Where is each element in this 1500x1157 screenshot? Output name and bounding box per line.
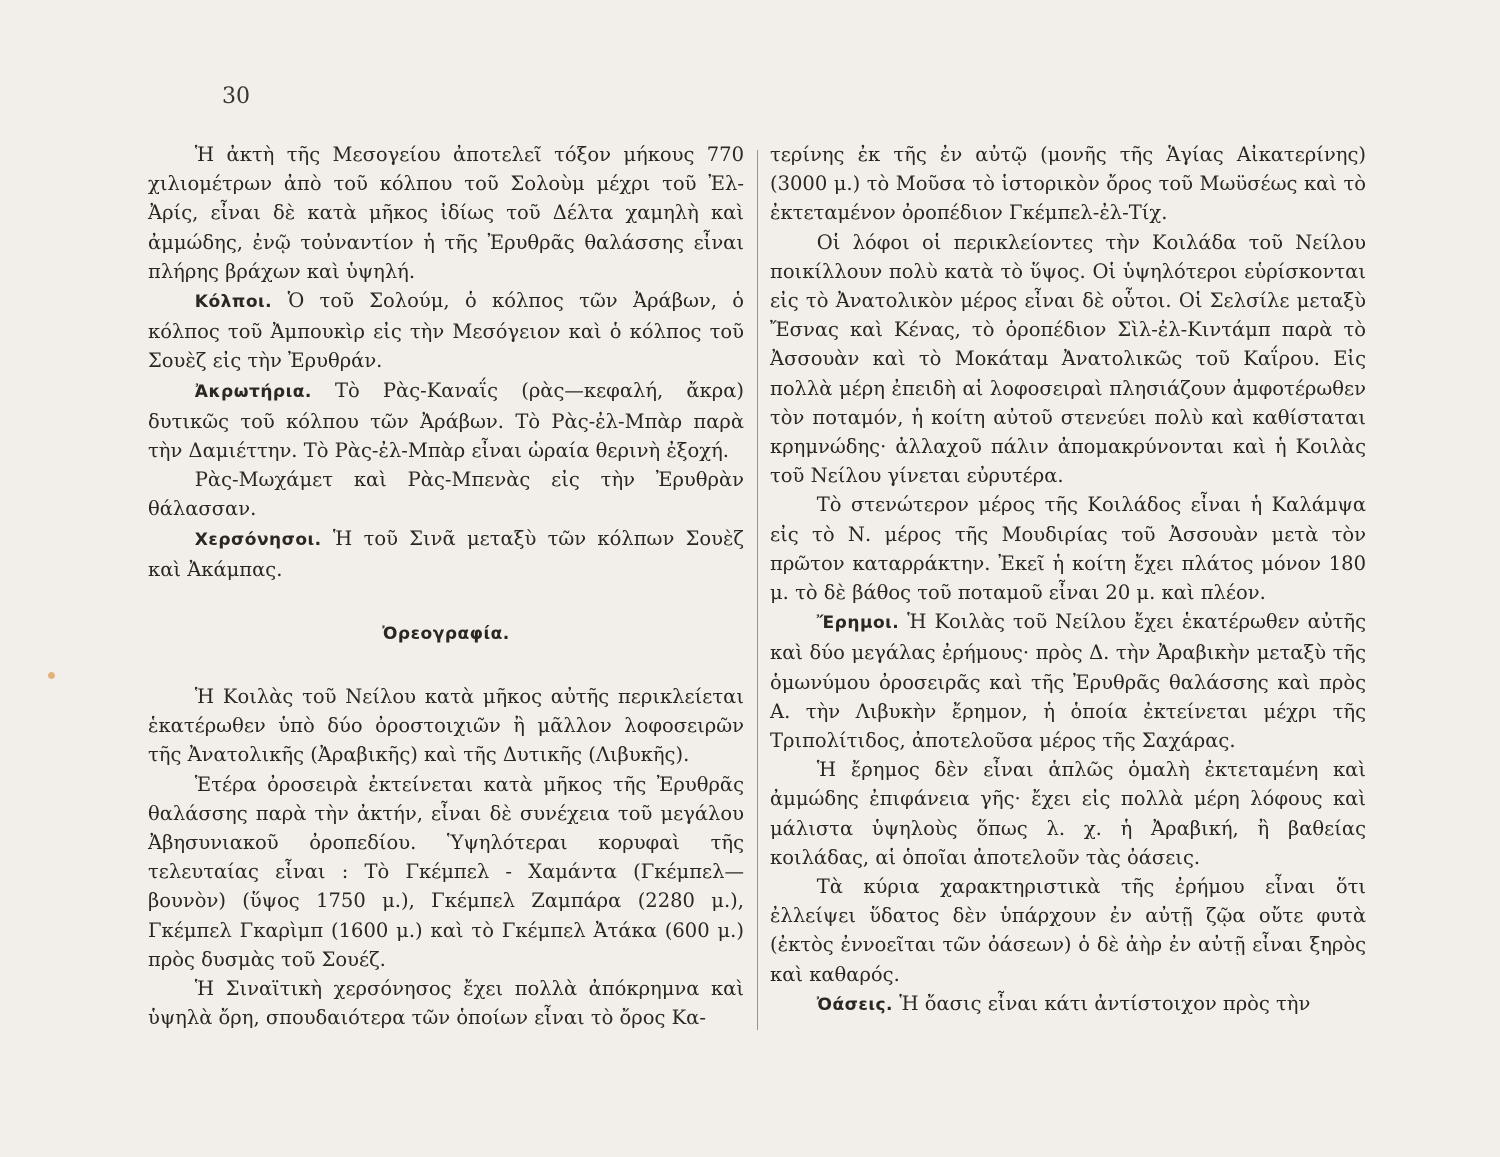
text-capes: Τὸ Ρὰς-Καναΐς (ρὰς—κεφαλή, ἄκρα) δυτικῶς τοῦ κόλπου τῶν Ἀράβων. Τὸ Ρὰς-ἐλ-Μπὰρ παρὰ τὴν Δαμιέττην. Τὸ Ρὰς-ἐλ-Μπὰρ εἶναι ὡραία θερινὴ ἐξοχή. <box>148 378 744 463</box>
margin-spot <box>48 672 55 679</box>
paragraph-sinai: Ἡ Σιναϊτικὴ χερσόνησος ἔχει πολλὰ ἀπόκρημνα καὶ ὑψηλὰ ὄρη, σπουδαιότερα τῶν ὁποίων εἶναι τὸ ὄρος Κα- <box>148 977 744 1030</box>
paragraph-peninsulas <box>148 524 744 584</box>
paragraph-range: Ἑτέρα ὀροσειρὰ ἐκτείνεται κατὰ μῆκος τῆς Ἐρυθρᾶς θαλάσσης παρὰ τὴν ἀκτήν, εἶναι δὲ συνέχεια τοῦ μεγάλου Ἀβησυνιακοῦ ὀροπεδίου. Ὑψηλότεραι κορυφαὶ τῆς τελευταίας εἶναι : Τὸ Γκέμπελ - Χαμάντα (Γκέμπελ—βουνὸν) (ὕψος 1750 μ.), Γκέμπελ Ζαμπάρα (2280 μ.), Γκέμπελ Γκαρὶμπ (1600 μ.) καὶ τὸ Γκέμπελ Ἀτάκα (600 μ.) πρὸς δυσμὰς τοῦ Σουέζ. <box>148 772 744 971</box>
paragraph-desert-surface: Ἡ ἔρημος δὲν εἶναι ἁπλῶς ὁμαλὴ ἐκτεταμένη καὶ ἀμμώδης ἐπιφάνεια γῆς· ἔχει εἰς πολλὰ μέρη λόφους καὶ μάλιστα ὑψηλοὺς ὅπως λ. χ. ἡ Ἀραβική, ἢ βαθείας κοιλάδας, αἱ ὁποῖαι ἀποτελοῦν τὰς ὀάσεις. <box>770 758 1366 869</box>
paragraph-narrowest: Τὸ στενώτερον μέρος τῆς Κοιλάδος εἶναι ἡ Καλάμψα εἰς τὸ Ν. μέρος τῆς Μουδιρίας τοῦ Ἀσσουὰν μετὰ τὸν πρῶτον καταρράκτην. Ἐκεῖ ἡ κοίτη ἔχει πλάτος μόνον 180 μ. τὸ δὲ βάθος τοῦ ποταμοῦ εἶναι 20 μ. καὶ πλέον. <box>770 493 1366 605</box>
paragraph-continuation: τερίνης ἐκ τῆς ἐν αὐτῷ (μονῆς τῆς Ἁγίας Αἰκατερίνης) (3000 μ.) τὸ Μοῦσα τὸ ἱστορικὸν ὄρος τοῦ Μωϋσέως καὶ τὸ ἐκτεταμένον ὀροπέδιον Γκέμπελ-ἐλ-Τίχ. <box>770 143 1366 225</box>
heading-deserts: Ἔρημοι. <box>816 613 900 634</box>
paragraph-gulfs <box>148 286 744 376</box>
text-peninsulas: Ἡ τοῦ Σινᾶ μεταξὺ τῶν κόλπων Σουὲζ καὶ Ἀκάμπας. <box>148 526 744 581</box>
column-divider <box>757 150 758 1030</box>
text-gulfs: Ὁ τοῦ Σολούμ, ὁ κόλπος τῶν Ἀράβων, ὁ κόλπος τοῦ Ἀμπουκὶρ εἰς τὴν Μεσόγειον καὶ ὁ κόλπος τοῦ Σουὲζ εἰς τὴν Ἐρυθράν. <box>148 289 744 373</box>
paragraph-deserts <box>770 607 1366 755</box>
right-column <box>770 140 1366 1020</box>
paragraph-coast: Ἡ ἀκτὴ τῆς Μεσογείου ἀποτελεῖ τόξον μήκους 770 χιλιομέτρων ἀπὸ τοῦ κόλπου τοῦ Σολοὺμ μέχρι τοῦ Ἐλ-Ἀρίς, εἶναι δὲ κατὰ μῆκος ἰδίως τοῦ Δέλτα χαμηλὴ καὶ ἀμμώδης, ἐνῷ τοὐναντίον ἡ τῆς Ἐρυθρᾶς θαλάσσης εἶναι πλήρης βράχων καὶ ὑψηλή. <box>148 143 744 283</box>
heading-capes: Ἀκρωτήρια. <box>194 381 312 402</box>
paragraph-capes <box>148 376 744 466</box>
text-deserts: Ἡ Κοιλὰς τοῦ Νείλου ἔχει ἑκατέρωθεν αὐτῆς καὶ δύο μεγάλας ἐρήμους· πρὸς Δ. τὴν Ἀραβικὴν μεταξὺ τῆς ὁμωνύμου ὀροσειρᾶς καὶ τῆς Ἐρυθρᾶς θαλάσσης καὶ πρὸς Α. τὴν Λιβυκὴν ἔρημον, ἡ ὁποία ἐκτείνεται μέχρι τῆς Τριπολίτιδος, ἀποτελοῦσα μέρος τῆς Σαχάρας. <box>770 610 1366 753</box>
heading-gulfs: Κόλποι. <box>194 292 273 313</box>
section-title-orography: Ὀρεογραφία. <box>382 624 510 645</box>
heading-oases: Ὀάσεις. <box>816 994 893 1015</box>
paragraph-ras: Ρὰς-Μωχάμετ καὶ Ρὰς-Μπενὰς εἰς τὴν Ἐρυθρὰν θάλασσαν. <box>148 468 744 521</box>
page-number: 30 <box>222 84 250 109</box>
paragraph-desert-features: Τὰ κύρια χαρακτηριστικὰ τῆς ἐρήμου εἶναι ὅτι ἐλλείψει ὕδατος δὲν ὑπάρχουν ἐν αὐτῇ ζῷα οὔτε φυτὰ (ἐκτὸς ἐννοεῖται τῶν ὀάσεων) ὁ δὲ ἀὴρ ἐν αὐτῇ εἶναι ξηρὸς καὶ καθαρός. <box>770 875 1366 986</box>
heading-peninsulas: Χερσόνησοι. <box>194 529 322 550</box>
paragraph-hills: Οἱ λόφοι οἱ περικλείοντες τὴν Κοιλάδα τοῦ Νείλου ποικίλλουν πολὺ κατὰ τὸ ὕψος. Οἱ ὑψηλότεροι εὑρίσκονται εἰς τὸ Ἀνατολικὸν μέρος εἶναι δὲ οὗτοι. Οἱ Σελσίλε μεταξὺ Ἔσνας καὶ Κένας, τὸ ὀροπέδιον Σὶλ-ἐλ-Κιντάμπ παρὰ τὸ Ἀσσουὰν καὶ τὸ Μοκάταμ Ἀνατολικῶς τοῦ Καΐρου. Εἰς πολλὰ μέρη ἐπειδὴ αἱ λοφοσειραὶ πλησιάζουν ἀμφοτέρωθεν τὸν ποταμόν, ἡ κοίτη αὐτοῦ στενεύει πολὺ καὶ καθίσταται κρημνώδης· ἀλλαχοῦ πάλιν ἀπομακρύνονται καὶ ἡ Κοιλὰς τοῦ Νείλου γίνεται εὐρυτέρα. <box>770 230 1366 488</box>
paragraph-oases <box>770 989 1366 1020</box>
left-column <box>148 140 744 1032</box>
paragraph-valley: Ἡ Κοιλὰς τοῦ Νείλου κατὰ μῆκος αὐτῆς περικλείεται ἑκατέρωθεν ὑπὸ δύο ὀροστοιχιῶν ἢ μᾶλλον λοφοσειρῶν τῆς Ἀνατολικῆς (Ἀραβικῆς) καὶ τῆς Δυτικῆς (Λιβυκῆς). <box>148 685 744 767</box>
text-oases: Ἡ ὄασις εἶναι κάτι ἀντίστοιχον πρὸς τὴν <box>893 991 1311 1015</box>
